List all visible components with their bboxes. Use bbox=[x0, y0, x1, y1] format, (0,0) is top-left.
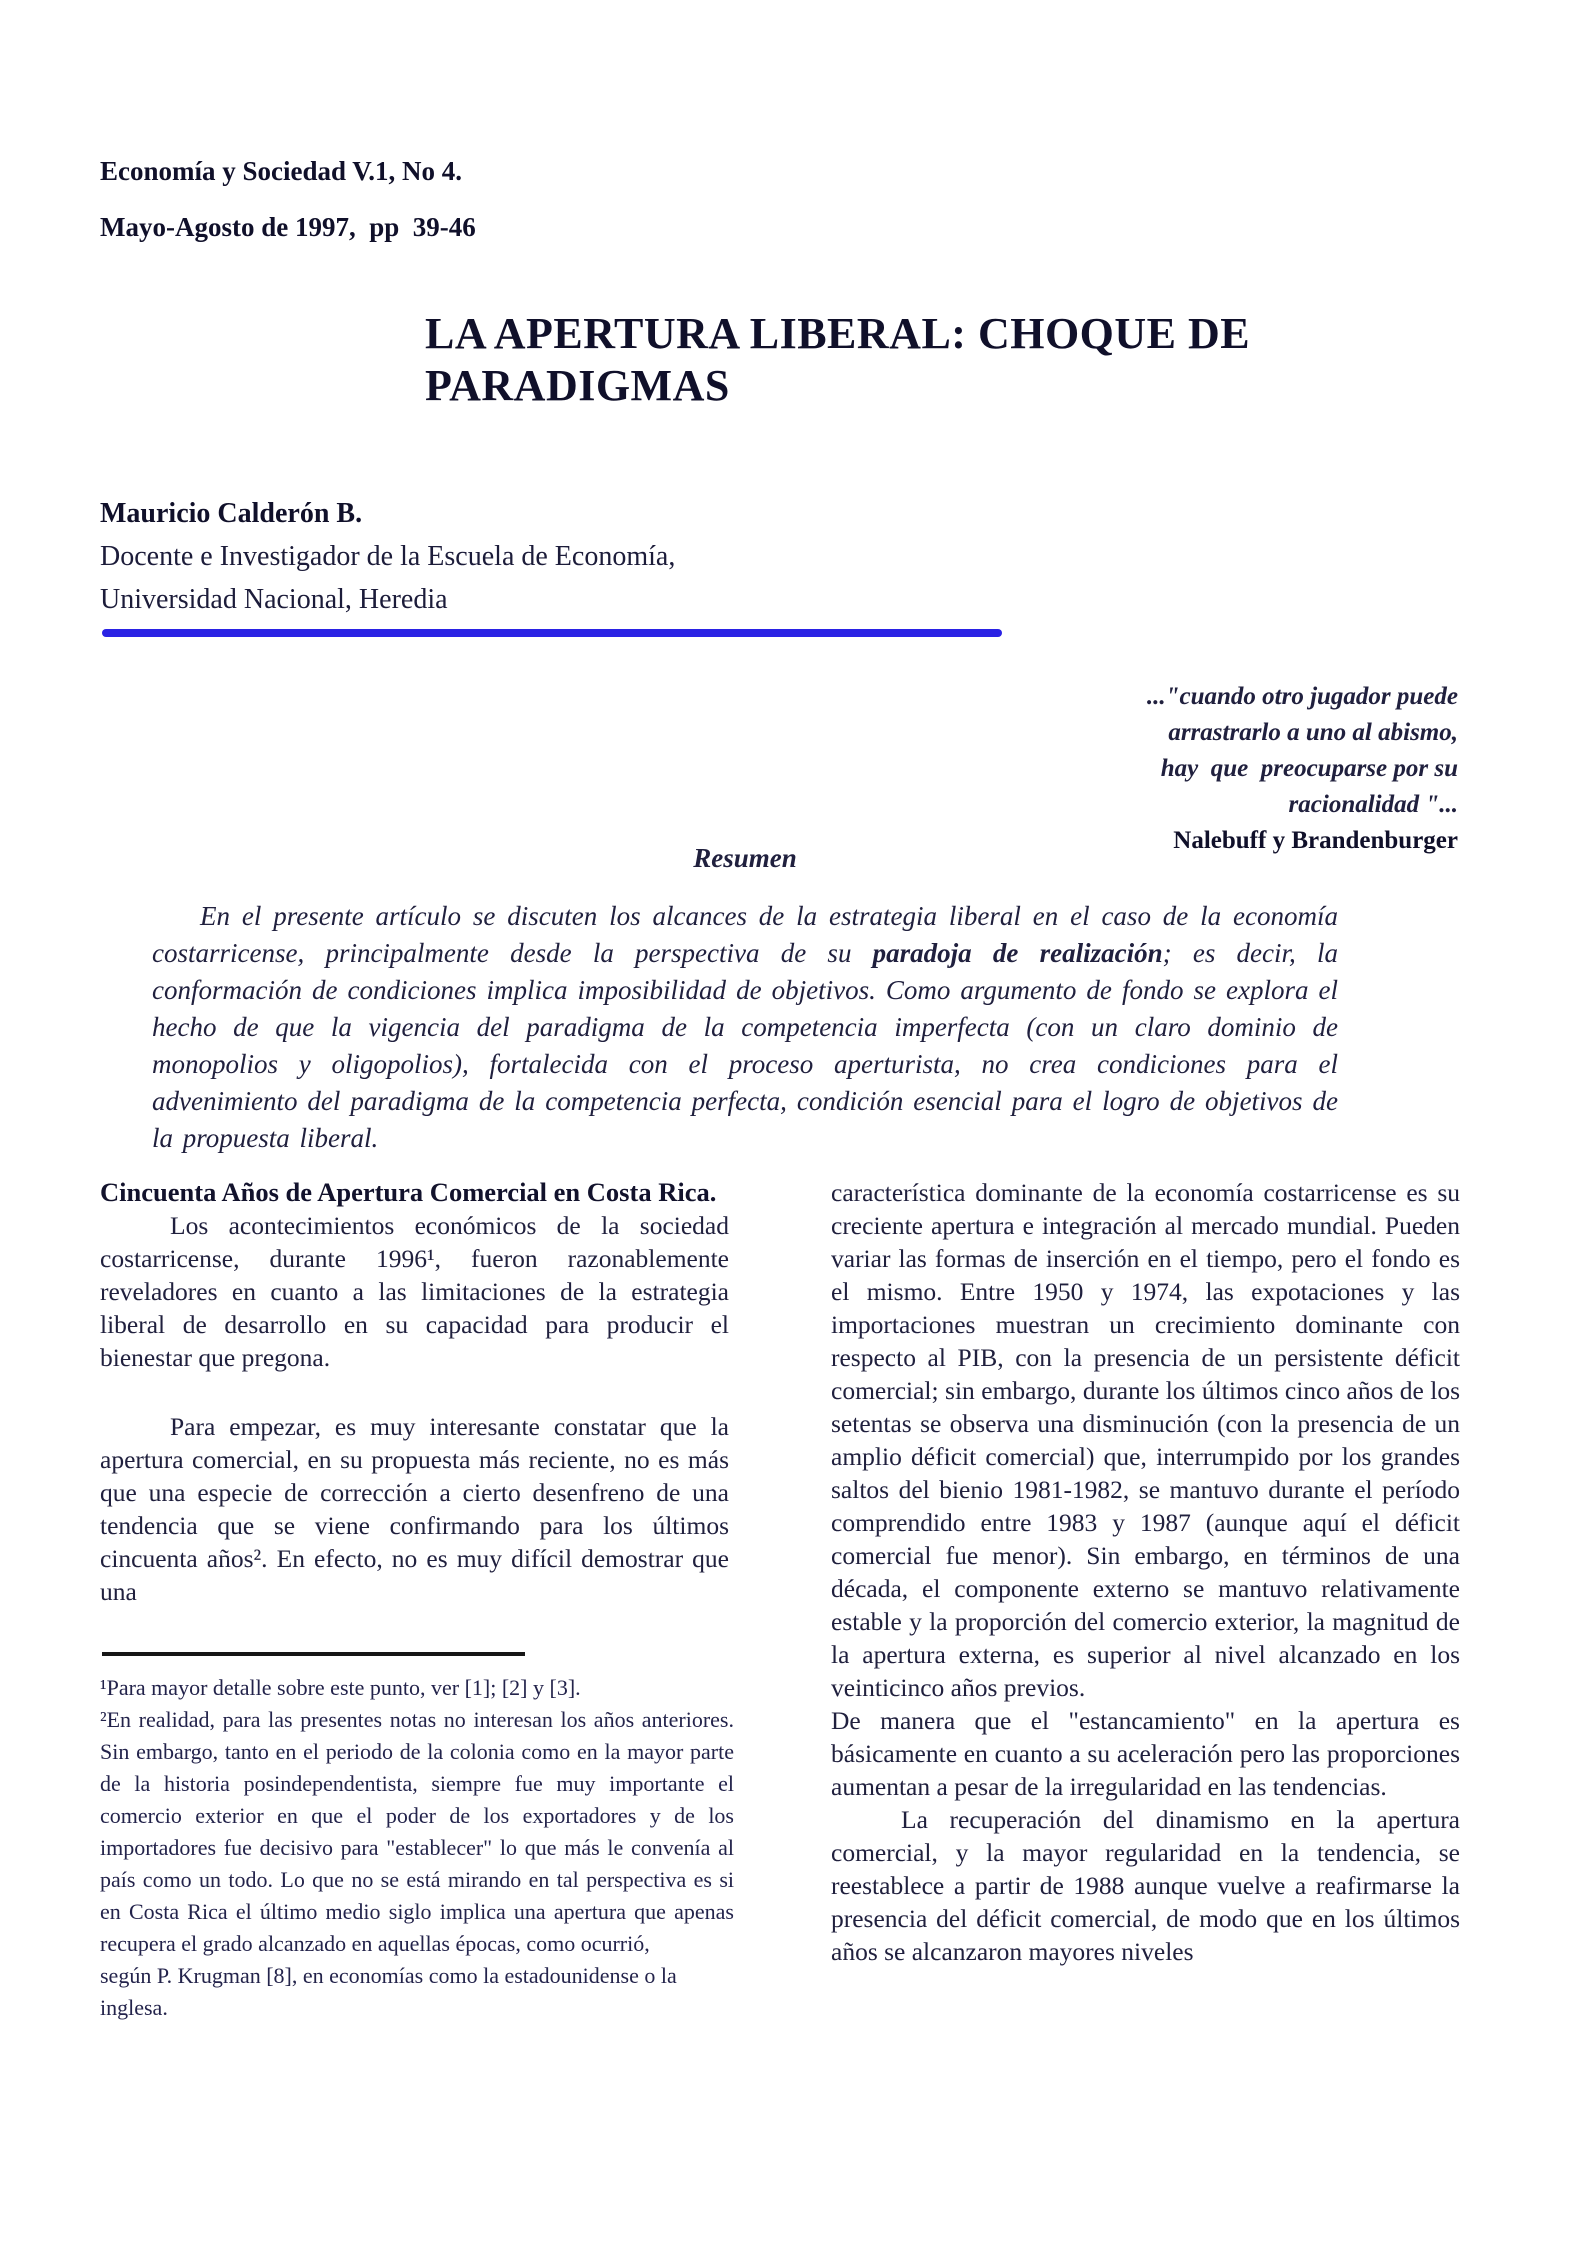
journal-date-line: Mayo-Agosto de 1997, pp 39-46 bbox=[100, 212, 476, 242]
footnote-separator bbox=[102, 1652, 525, 1656]
abstract-heading: Resumen bbox=[693, 843, 797, 873]
right-column bbox=[831, 1176, 1460, 1968]
article-title-line1: LA APERTURA LIBERAL: CHOQUE DE bbox=[425, 309, 1251, 358]
article-title bbox=[425, 308, 1345, 412]
article-title-line2: PARADIGMAS bbox=[425, 361, 730, 410]
section-heading: Cincuenta Años de Apertura Comercial en Costa Rica. bbox=[100, 1177, 717, 1207]
right-paragraph-2: De manera que el "estancamiento" en la apertura es básicamente en cuanto a su aceleración pero las proporciones aumentan a pesar de la irregularidad en las tendencias. bbox=[831, 1706, 1460, 1801]
journal-volume-line: Economía y Sociedad V.1, No 4. bbox=[100, 156, 463, 186]
journal-header bbox=[100, 143, 476, 255]
epigraph-attribution: Nalebuff y Brandenburger bbox=[1173, 827, 1458, 854]
footnote-1: ¹Para mayor detalle sobre este punto, ver [1]; [2] y [3]. bbox=[100, 1675, 581, 1700]
author-affiliation-2: Universidad Nacional, Heredia bbox=[100, 584, 448, 615]
epigraph-line-3: hay que preocuparse por su bbox=[1160, 755, 1458, 782]
footnote-2-continuation: según P. Krugman [8], en economías como la estadounidense o la inglesa. bbox=[100, 1963, 677, 2020]
abstract-text-post: ; es decir, la conformación de condiciones implica imposibilidad de objetivos. Como argumento de fondo se explora el hecho de que la vigencia del paradigma de la competencia imperfecta (con un claro dominio de monopolios y oligopolios), fortalecida con el proceso aperturista, no crea condiciones para el advenimiento del paradigma de la competencia perfecta, condición esencial para el logro de objetivos de la propuesta liberal. bbox=[152, 938, 1339, 1153]
footnote-2: ²En realidad, para las presentes notas no interesan los años anteriores. Sin embargo, tanto en el periodo de la colonia como en la mayor parte de la historia posindependentista, siempre fue muy importante el comercio exterior en que el poder de los exportadores y de los importadores fue decisivo para "establecer" lo que más le convenía al país como un todo. Lo que no se está mirando en tal perspectiva es si en Costa Rica el último medio siglo implica una apertura que apenas recupera el grado alcanzado en aquellas épocas, como ocurrió, bbox=[100, 1707, 734, 1956]
left-paragraph-2: Para empezar, es muy interesante constatar que la apertura comercial, en su propuesta más reciente, no es más que una especie de corrección a cierto desenfreno de una tendencia que se viene confirmando para los últimos cincuenta años². En efecto, no es muy difícil demostrar que una bbox=[100, 1412, 729, 1606]
epigraph-line-2: arrastrarlo a uno al abismo, bbox=[1168, 719, 1458, 746]
abstract-text-pre: En el presente artículo se discuten los alcances de la estrategia liberal en el caso de la economía costarricense, principalmente desde la perspectiva de su bbox=[152, 901, 1338, 968]
epigraph-line-1: ..."cuando otro jugador puede bbox=[1146, 683, 1458, 710]
abstract-text bbox=[152, 898, 1338, 1157]
epigraph-line-4: racionalidad "... bbox=[1288, 791, 1458, 818]
right-paragraph-3: La recuperación del dinamismo en la apertura comercial, y la mayor regularidad en la tendencia, se reestablece a partir de 1988 aunque vuelve a reafirmarse la presencia del déficit comercial, de modo que en los últimos años se alcanzaron mayores niveles bbox=[831, 1805, 1460, 1966]
author-affiliation-1: Docente e Investigador de la Escuela de Economía, bbox=[100, 541, 676, 572]
left-paragraph-1: Los acontecimientos económicos de la sociedad costarricense, durante 1996¹, fueron razonablemente reveladores en cuanto a las limitaciones de la estrategia liberal de desarrollo en su capacidad para producir el bienestar que pregona. bbox=[100, 1211, 729, 1372]
abstract-text-bold: paradoja de realización bbox=[872, 938, 1163, 968]
divider-rule-blue bbox=[102, 629, 1002, 637]
abstract-section bbox=[152, 843, 1338, 1157]
left-column bbox=[100, 1176, 729, 1646]
right-paragraph-1: característica dominante de la economía costarricense es su creciente apertura e integración al mercado mundial. Pueden variar las formas de inserción en el tiempo, pero el fondo es el mismo. Entre 1950 y 1974, las expotaciones y las importaciones muestran un crecimiento dominante con respecto al PIB, con la presencia de un persistente déficit comercial; sin embargo, durante los últimos cinco años de los setentas se observa una disminución (con la presencia de un amplio déficit comercial) que, interrumpido por los grandes saltos del bienio 1981-1982, se mantuvo durante el período comprendido entre 1983 y 1987 (aunque aquí el déficit comercial fue menor). Sin embargo, en términos de una década, el componente externo se mantuvo relativamente estable y la proporción del comercio exterior, la magnitud de la apertura externa, es superior al nivel alcanzado en los veinticinco años previos. bbox=[831, 1178, 1460, 1702]
footnotes-block bbox=[100, 1672, 734, 2024]
epigraph-quote bbox=[850, 679, 1458, 859]
author-block bbox=[100, 492, 675, 621]
author-name: Mauricio Calderón B. bbox=[100, 498, 363, 529]
